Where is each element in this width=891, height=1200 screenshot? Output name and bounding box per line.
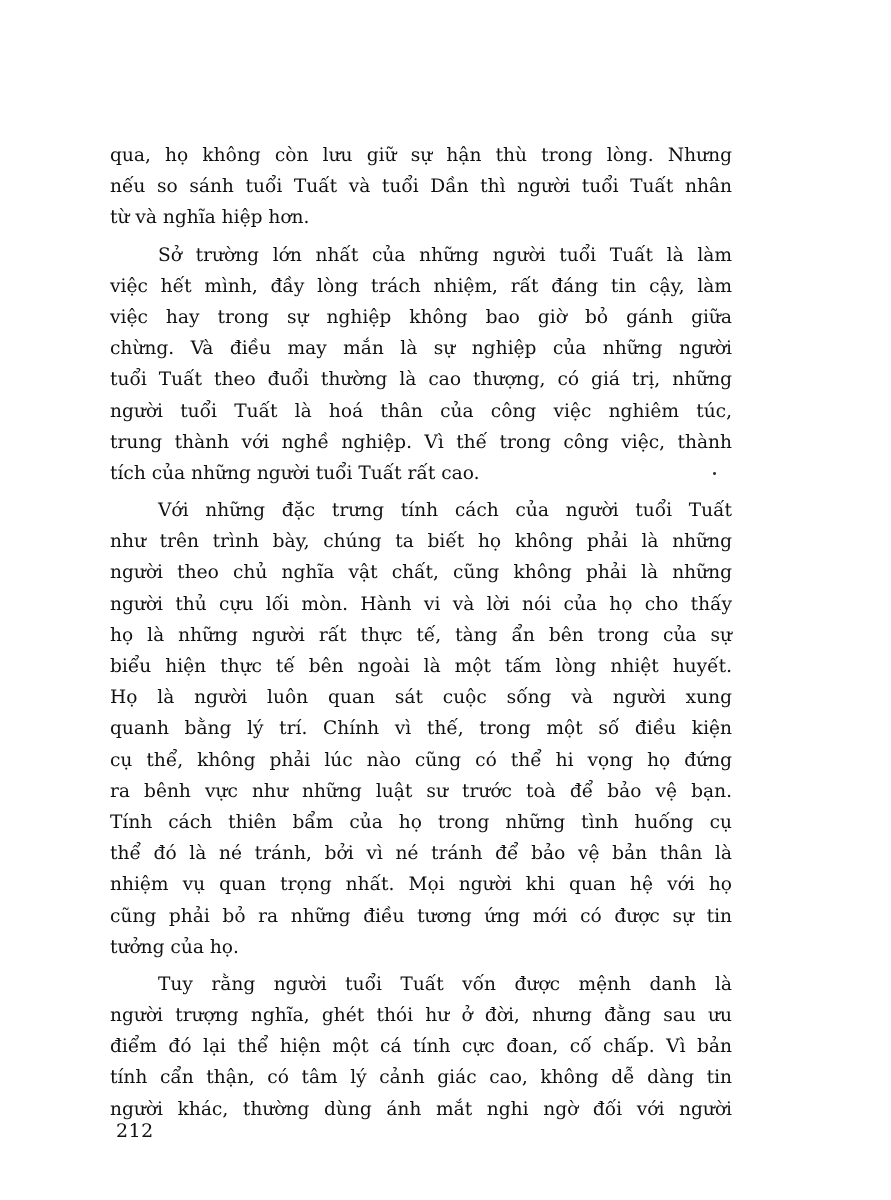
text-line: Tính cách thiên bẩm của họ trong những tình huống cụ	[110, 811, 732, 833]
text-line: chừng. Và điều may mắn là sự nghiệp của những người	[110, 338, 732, 360]
body-text	[110, 140, 732, 1131]
text-line: điểm đó lại thể hiện một cá tính cực đoan, cố chấp. Vì bản	[110, 1036, 732, 1058]
text-line: thể đó là né tránh, bởi vì né tránh để bảo vệ bản thân là	[110, 843, 732, 865]
text-line: quanh bằng lý trí. Chính vì thế, trong một số điều kiện	[110, 718, 732, 740]
text-line: từ và nghĩa hiệp hơn.	[110, 207, 310, 229]
text-line: Họ là người luôn quan sát cuộc sống và người xung	[110, 687, 732, 709]
text-line: tưởng của họ.	[110, 936, 239, 958]
text-line: người theo chủ nghĩa vật chất, cũng không phải là những	[110, 562, 732, 584]
text-line: biểu hiện thực tế bên ngoài là một tấm lòng nhiệt huyết.	[110, 656, 732, 677]
text-line: người thủ cựu lối mòn. Hành vi và lời nói của họ cho thấy	[110, 593, 732, 615]
text-line: trung thành với nghề nghiệp. Vì thế trong công việc, thành	[110, 431, 732, 453]
paragraph-1	[110, 140, 732, 234]
paragraph-2	[110, 240, 732, 490]
paragraph-3	[110, 495, 732, 963]
paragraph-4	[110, 969, 732, 1125]
text-line: Sở trường lớn nhất của những người tuổi Tuất là làm	[158, 244, 732, 266]
text-line: nếu so sánh tuổi Tuất và tuổi Dần thì người tuổi Tuất nhân	[110, 176, 732, 198]
text-line: Tuy rằng người tuổi Tuất vốn được mệnh danh là	[158, 973, 732, 995]
text-line: ra bênh vực như những luật sư trước toà để bảo vệ bạn.	[110, 780, 732, 802]
text-line: qua, họ không còn lưu giữ sự hận thù trong lòng. Nhưng	[110, 145, 732, 166]
text-line: tính cẩn thận, có tâm lý cảnh giác cao, không dễ dàng tin	[110, 1067, 732, 1089]
text-line: tuổi Tuất theo đuổi thường là cao thượng, có giá trị, những	[110, 369, 732, 391]
text-line: Với những đặc trưng tính cách của người tuổi Tuất	[158, 500, 732, 522]
text-line: người tuổi Tuất là hoá thân của công việc nghiêm túc,	[110, 400, 732, 422]
scan-speck	[713, 472, 716, 475]
page-number: 212	[116, 1120, 154, 1142]
text-line: cụ thể, không phải lúc nào cũng có thể hi vọng họ đứng	[110, 749, 732, 771]
text-line: họ là những người rất thực tế, tàng ẩn bên trong của sự	[110, 624, 732, 646]
text-line: người khác, thường dùng ánh mắt nghi ngờ đối với người	[110, 1098, 732, 1120]
text-line: việc hết mình, đầy lòng trách nhiệm, rất đáng tin cậy, làm	[110, 275, 732, 297]
text-line: như trên trình bày, chúng ta biết họ không phải là những	[110, 531, 732, 553]
text-line: nhiệm vụ quan trọng nhất. Mọi người khi quan hệ với họ	[110, 874, 732, 896]
text-line: cũng phải bỏ ra những điều tương ứng mới có được sự tin	[110, 905, 732, 927]
text-line: người trượng nghĩa, ghét thói hư ở đời, nhưng đằng sau ưu	[110, 1005, 732, 1027]
text-line: tích của những người tuổi Tuất rất cao.	[110, 462, 480, 484]
text-line: việc hay trong sự nghiệp không bao giờ bỏ gánh giữa	[110, 306, 732, 328]
